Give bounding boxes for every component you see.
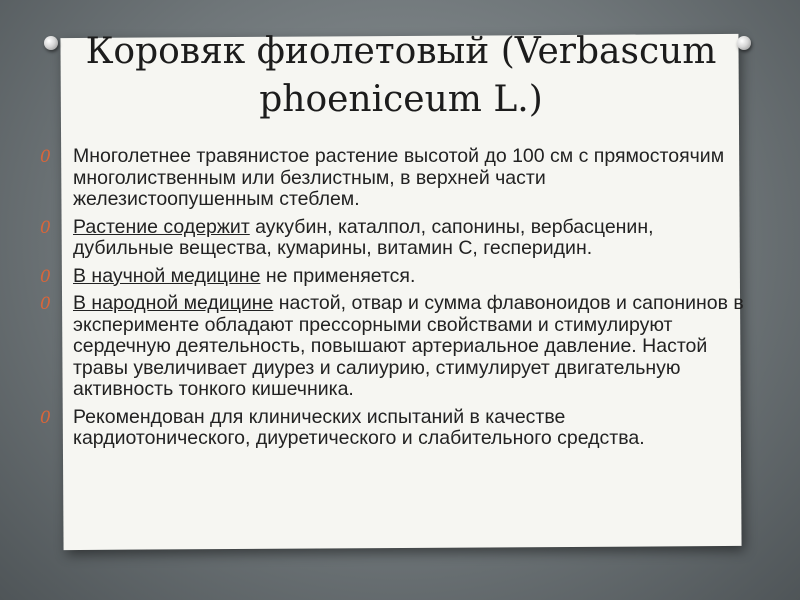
bullet-folk-medicine [40,293,748,401]
bullet-text: Многолетнее травянистое растение высотой до 100 см с прямостоячим многолиственным или безлистным, в верхней части железистоопушенным стеблем. [73,145,725,210]
bullet-marker-icon: 0 [40,407,51,428]
bullet-marker-icon: 0 [40,294,51,314]
bullet-scientific-medicine [40,266,748,288]
bullet-text: не применяется. [260,264,416,287]
bullet-composition [40,217,748,260]
pushpin-left-icon [44,36,58,50]
bullet-lead: Растение содержит [73,215,250,238]
bullet-marker-icon: 0 [40,217,51,238]
bullet-recommendation [40,407,748,450]
bullet-marker-icon: 0 [40,147,51,167]
bullet-text: Рекомендован для клинических испытаний в качестве кардиотонического, диуретического и слабительного средства. [73,405,645,449]
bullet-text: аукубин, каталпол, сапонины, вербасценин, дубильные вещества, кумарины, витамин С, гесперидин. [73,215,654,259]
slide-title: Коровяк фиолетовый (Verbascum phoeniceum L.) [85,31,717,120]
bullet-text: настой, отвар и сумма флавоноидов и сапонинов в эксперименте обладают прессорными свойствами и стимулируют сердечную деятельность, повышают артериальное давление. Настой травы увеличивает диурез и салиурию, стимулирует двигательную активность тонкого кишечника. [73,292,744,400]
bullet-description [40,146,748,211]
bullet-list [40,146,748,456]
bullet-marker-icon: 0 [40,266,51,287]
bullet-lead: В народной медицине [73,292,274,314]
bullet-lead: В научной медицине [73,264,261,287]
